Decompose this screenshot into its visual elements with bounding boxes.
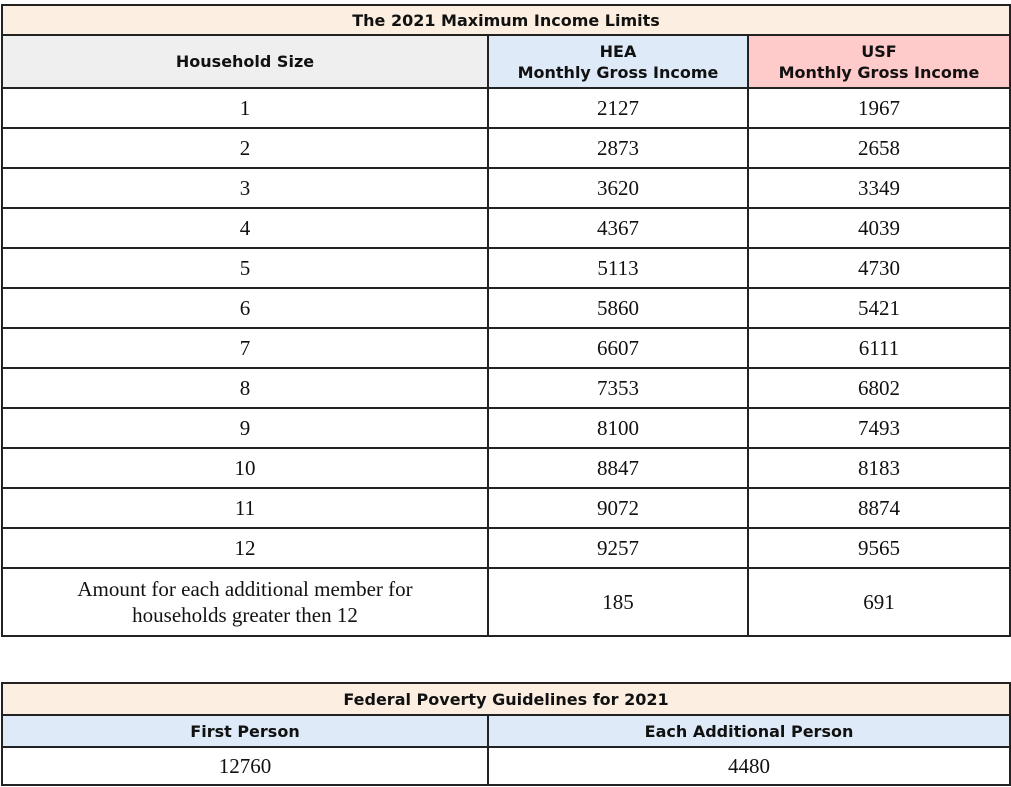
income-table-title: The 2021 Maximum Income Limits [2,5,1010,35]
additional-member-label [2,568,488,636]
usf-income-cell: 8874 [748,488,1010,528]
usf-header-line1: USF [861,41,897,61]
each-additional-value: 4480 [488,747,1010,785]
table-row [2,128,1010,168]
usf-income-cell: 6802 [748,368,1010,408]
hea-income-cell: 4367 [488,208,748,248]
hea-income-cell: 3620 [488,168,748,208]
table-row [2,208,1010,248]
household-size-cell: 12 [2,528,488,568]
additional-member-hea: 185 [488,568,748,636]
usf-income-cell: 4039 [748,208,1010,248]
hea-income-cell: 7353 [488,368,748,408]
household-size-cell: 7 [2,328,488,368]
usf-income-cell: 8183 [748,448,1010,488]
poverty-table-title: Federal Poverty Guidelines for 2021 [2,683,1010,715]
household-size-cell: 4 [2,208,488,248]
table-row [2,248,1010,288]
household-size-cell: 9 [2,408,488,448]
income-limits-table [1,4,1011,637]
hea-header-line2: Monthly Gross Income [517,62,719,82]
household-size-cell: 6 [2,288,488,328]
hea-income-cell: 2873 [488,128,748,168]
household-size-cell: 8 [2,368,488,408]
table-row [2,488,1010,528]
each-additional-header: Each Additional Person [488,715,1010,747]
household-size-cell: 11 [2,488,488,528]
hea-header [488,35,748,88]
household-size-header: Household Size [2,35,488,88]
usf-header [748,35,1010,88]
household-size-cell: 1 [2,88,488,128]
first-person-value: 12760 [2,747,488,785]
usf-income-cell: 5421 [748,288,1010,328]
additional-member-label-line1: Amount for each additional member for [77,577,413,601]
usf-income-cell: 4730 [748,248,1010,288]
usf-income-cell: 1967 [748,88,1010,128]
usf-income-cell: 3349 [748,168,1010,208]
table-row [2,368,1010,408]
additional-member-usf: 691 [748,568,1010,636]
household-size-cell: 2 [2,128,488,168]
first-person-header: First Person [2,715,488,747]
table-row [2,528,1010,568]
table-row [2,408,1010,448]
poverty-guidelines-table [1,682,1011,786]
income-rows [2,88,1010,568]
hea-header-line1: HEA [599,41,637,61]
hea-income-cell: 8847 [488,448,748,488]
household-size-cell: 5 [2,248,488,288]
usf-income-cell: 7493 [748,408,1010,448]
usf-header-line2: Monthly Gross Income [778,62,980,82]
household-size-cell: 10 [2,448,488,488]
hea-income-cell: 9072 [488,488,748,528]
hea-income-cell: 9257 [488,528,748,568]
household-size-cell: 3 [2,168,488,208]
hea-income-cell: 2127 [488,88,748,128]
usf-income-cell: 6111 [748,328,1010,368]
table-row [2,328,1010,368]
additional-member-label-line2: households greater then 12 [132,603,358,627]
table-row [2,168,1010,208]
hea-income-cell: 6607 [488,328,748,368]
table-row [2,88,1010,128]
usf-income-cell: 2658 [748,128,1010,168]
hea-income-cell: 8100 [488,408,748,448]
hea-income-cell: 5860 [488,288,748,328]
hea-income-cell: 5113 [488,248,748,288]
table-row [2,448,1010,488]
table-row [2,288,1010,328]
usf-income-cell: 9565 [748,528,1010,568]
